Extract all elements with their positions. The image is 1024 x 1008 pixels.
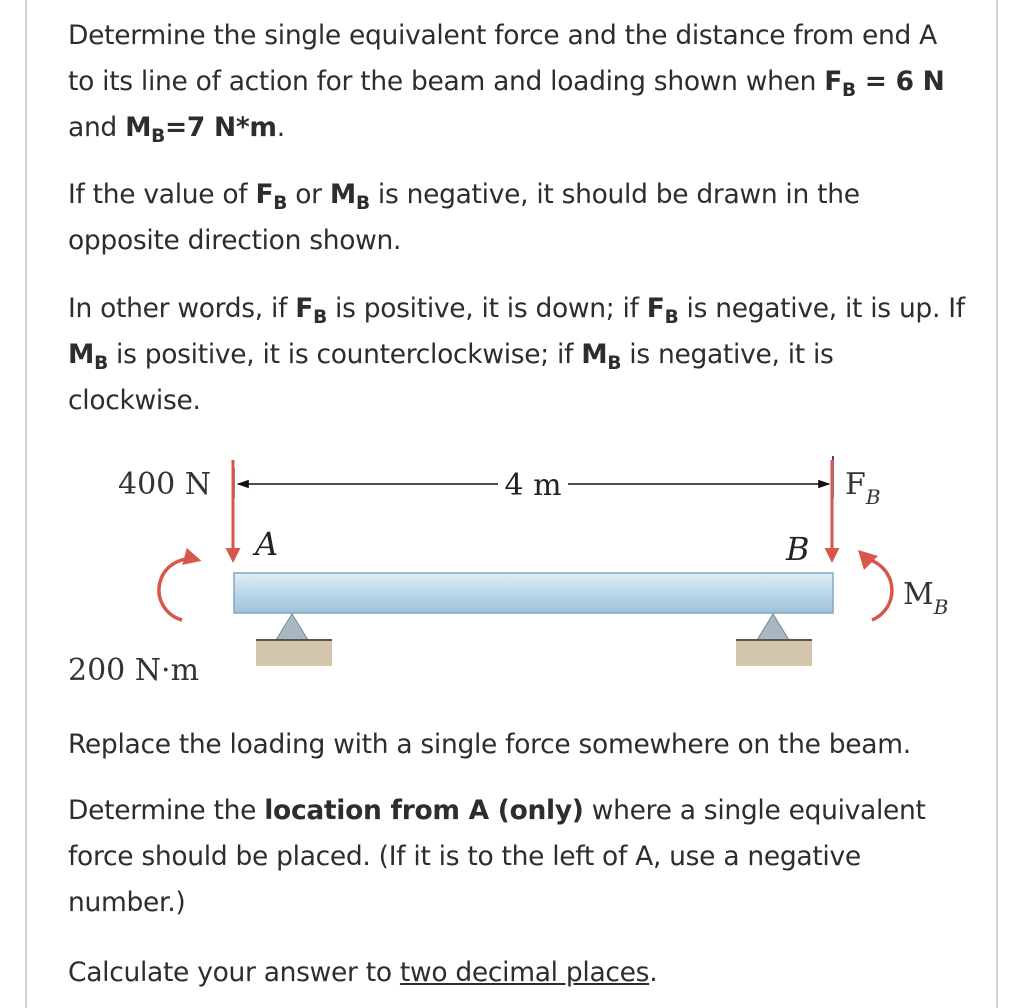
sign-note: If the value of $F_B$ or $M_B$ is negative, it should be drawn in the opposite direction shown. xyxy=(68,179,860,256)
problem-statement: Determine the single equivalent force and the distance from end A to its line of action for the beam and loading shown when $F_B = 6$ N and $M_B=7$ N*m. xyxy=(68,20,945,147)
moment-arrow-mb xyxy=(870,560,892,620)
ground-a xyxy=(256,640,332,666)
beam-diagram xyxy=(0,440,1024,700)
force-label-400n: 400 N xyxy=(118,467,212,502)
precision-instruction: Calculate your answer to two decimal places. xyxy=(68,957,658,988)
moment-arrowhead-mb xyxy=(858,550,878,570)
force-label-fb: $F_B$ xyxy=(845,467,881,509)
moment-label-mb: $M_B$ xyxy=(903,577,949,619)
determine-instruction: Determine the location from A (only) where a single equivalent force should be placed. (If it is to the left of A, use a negative number.) xyxy=(68,795,926,918)
direction-explanation: In other words, if $F_B$ is positive, it is down; if $F_B$ is negative, it is up. If $M_B$ is positive, it is counterclockwise; if $M_B$ is negative, it is clockwise. xyxy=(68,293,965,416)
support-a xyxy=(276,614,308,640)
support-b xyxy=(757,614,789,640)
point-label-a: A xyxy=(255,525,279,563)
beam xyxy=(234,573,833,613)
distance-label: 4 m xyxy=(504,468,562,503)
point-label-b: B xyxy=(786,530,810,568)
decimal-places-emphasis: two decimal places xyxy=(399,957,650,988)
ground-b xyxy=(736,640,812,666)
replace-instruction: Replace the loading with a single force somewhere on the beam. xyxy=(68,729,911,760)
moment-arrow-200nm xyxy=(159,559,198,620)
moment-label-200nm: 200 N·m xyxy=(68,653,200,688)
